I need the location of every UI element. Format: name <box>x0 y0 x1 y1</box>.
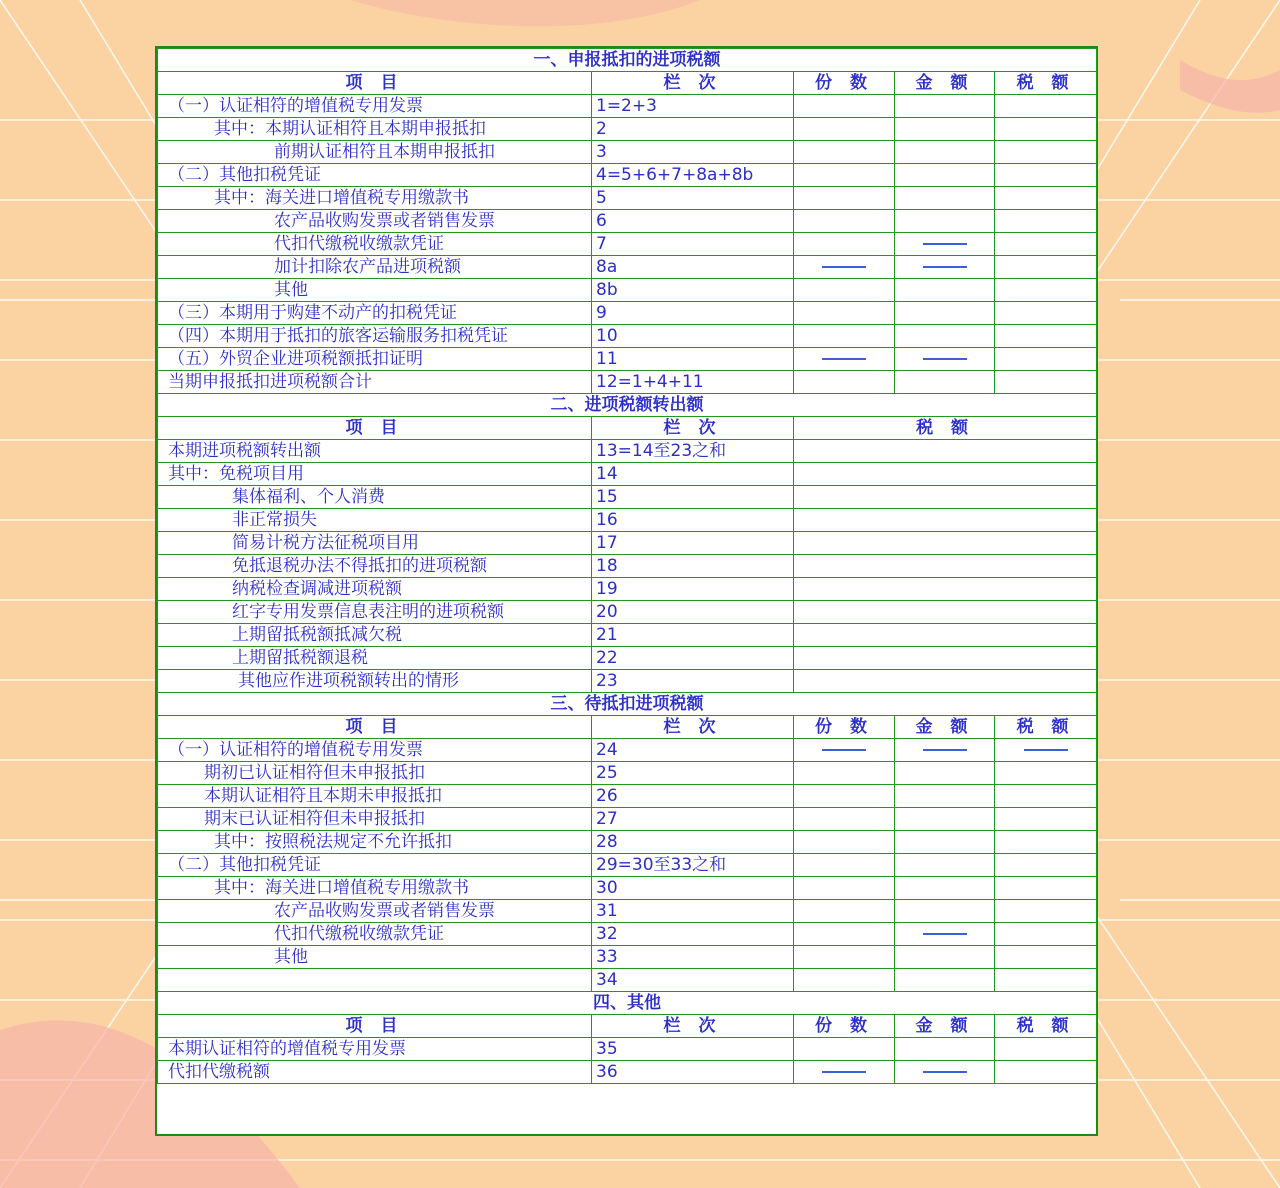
table-row <box>158 647 1097 670</box>
table-row <box>158 578 1097 601</box>
amount-cell[interactable] <box>895 118 995 141</box>
table-row <box>158 371 1097 394</box>
count-cell[interactable] <box>794 187 895 210</box>
header-count: 份 数 <box>794 72 895 95</box>
amount-cell-disabled <box>895 923 995 946</box>
count-cell[interactable] <box>794 808 895 831</box>
tax-cell[interactable] <box>995 95 1097 118</box>
code-cell: 22 <box>592 647 794 670</box>
count-cell[interactable] <box>794 302 895 325</box>
code-cell: 16 <box>592 509 794 532</box>
code-cell: 9 <box>592 302 794 325</box>
code-cell: 6 <box>592 210 794 233</box>
count-cell[interactable] <box>794 325 895 348</box>
amount-cell-disabled <box>895 739 995 762</box>
code-cell: 10 <box>592 325 794 348</box>
table-row <box>158 141 1097 164</box>
amount-cell[interactable] <box>895 900 995 923</box>
table-row <box>158 233 1097 256</box>
amount-cell-disabled <box>895 256 995 279</box>
tax-cell[interactable] <box>995 164 1097 187</box>
tax-cell[interactable] <box>995 256 1097 279</box>
amount-cell[interactable] <box>895 969 995 992</box>
amount-cell[interactable] <box>895 210 995 233</box>
tax-cell[interactable] <box>995 1061 1097 1084</box>
header-amount: 金 额 <box>895 1015 995 1038</box>
item-cell <box>158 969 592 992</box>
tax-cell[interactable] <box>995 969 1097 992</box>
table-row <box>158 969 1097 992</box>
item-cell: 免抵退税办法不得抵扣的进项税额 <box>158 555 592 578</box>
tax-cell-disabled <box>995 739 1097 762</box>
not-applicable-dash <box>822 358 866 360</box>
count-cell-disabled <box>794 1061 895 1084</box>
count-cell[interactable] <box>794 900 895 923</box>
section-title-row <box>158 693 1097 716</box>
code-cell: 30 <box>592 877 794 900</box>
item-cell: 其中：本期认证相符且本期申报抵扣 <box>158 118 592 141</box>
amount-cell[interactable] <box>895 95 995 118</box>
header-code: 栏 次 <box>592 417 794 440</box>
table-row <box>158 785 1097 808</box>
item-cell: （三）本期用于购建不动产的扣税凭证 <box>158 302 592 325</box>
amount-cell[interactable] <box>895 302 995 325</box>
code-cell: 36 <box>592 1061 794 1084</box>
count-cell-disabled <box>794 348 895 371</box>
table-row <box>158 831 1097 854</box>
code-cell: 1=2+3 <box>592 95 794 118</box>
tax-cell[interactable] <box>995 348 1097 371</box>
item-cell: 上期留抵税额抵减欠税 <box>158 624 592 647</box>
header-code: 栏 次 <box>592 1015 794 1038</box>
header-count: 份 数 <box>794 716 895 739</box>
code-cell: 13=14至23之和 <box>592 440 794 463</box>
code-cell: 35 <box>592 1038 794 1061</box>
header-item: 项 目 <box>158 417 592 440</box>
tax-cell[interactable] <box>995 831 1097 854</box>
item-cell: 非正常损失 <box>158 509 592 532</box>
tax-cell[interactable] <box>995 302 1097 325</box>
item-cell: 本期认证相符的增值税专用发票 <box>158 1038 592 1061</box>
section-4-title: 四、其他 <box>158 992 1097 1015</box>
header-item: 项 目 <box>158 72 592 95</box>
tax-cell[interactable] <box>794 509 1097 532</box>
item-cell: 简易计税方法征税项目用 <box>158 532 592 555</box>
code-cell: 14 <box>592 463 794 486</box>
count-cell[interactable] <box>794 923 895 946</box>
section-2-title: 二、进项税额转出额 <box>158 394 1097 417</box>
tax-cell[interactable] <box>995 118 1097 141</box>
tax-cell[interactable] <box>995 279 1097 302</box>
item-cell: 集体福利、个人消费 <box>158 486 592 509</box>
code-cell: 19 <box>592 578 794 601</box>
table-row <box>158 279 1097 302</box>
code-cell: 17 <box>592 532 794 555</box>
item-cell: 前期认证相符且本期申报抵扣 <box>158 141 592 164</box>
count-cell-disabled <box>794 739 895 762</box>
table-row <box>158 946 1097 969</box>
code-cell: 26 <box>592 785 794 808</box>
code-cell: 4=5+6+7+8a+8b <box>592 164 794 187</box>
amount-cell-disabled <box>895 233 995 256</box>
tax-cell[interactable] <box>995 141 1097 164</box>
code-cell: 15 <box>592 486 794 509</box>
header-item: 项 目 <box>158 1015 592 1038</box>
code-cell: 33 <box>592 946 794 969</box>
code-cell: 24 <box>592 739 794 762</box>
amount-cell[interactable] <box>895 854 995 877</box>
amount-cell[interactable] <box>895 187 995 210</box>
section-title-row <box>158 394 1097 417</box>
code-cell: 12=1+4+11 <box>592 371 794 394</box>
section-3-title: 三、待抵扣进项税额 <box>158 693 1097 716</box>
tax-cell[interactable] <box>794 624 1097 647</box>
header-code: 栏 次 <box>592 72 794 95</box>
code-cell: 8a <box>592 256 794 279</box>
tax-cell[interactable] <box>995 210 1097 233</box>
tax-cell[interactable] <box>995 946 1097 969</box>
item-cell: 代扣代缴税收缴款凭证 <box>158 923 592 946</box>
tax-cell[interactable] <box>794 532 1097 555</box>
count-cell[interactable] <box>794 118 895 141</box>
amount-cell[interactable] <box>895 371 995 394</box>
table-row <box>158 923 1097 946</box>
item-cell: 代扣代缴税额 <box>158 1061 592 1084</box>
code-cell: 21 <box>592 624 794 647</box>
tax-cell[interactable] <box>995 854 1097 877</box>
count-cell[interactable] <box>794 1038 895 1061</box>
item-cell: 本期进项税额转出额 <box>158 440 592 463</box>
amount-cell[interactable] <box>895 946 995 969</box>
table-row <box>158 555 1097 578</box>
item-cell: 加计扣除农产品进项税额 <box>158 256 592 279</box>
table-row <box>158 210 1097 233</box>
item-cell: （五）外贸企业进项税额抵扣证明 <box>158 348 592 371</box>
tax-cell[interactable] <box>995 900 1097 923</box>
tax-cell[interactable] <box>995 762 1097 785</box>
code-cell: 2 <box>592 118 794 141</box>
header-tax: 税 额 <box>995 716 1097 739</box>
table-row <box>158 118 1097 141</box>
header-tax: 税 额 <box>794 417 1097 440</box>
header-amount: 金 额 <box>895 72 995 95</box>
tax-cell[interactable] <box>995 877 1097 900</box>
table-row <box>158 739 1097 762</box>
amount-cell-disabled <box>895 348 995 371</box>
table-row <box>158 302 1097 325</box>
table-row <box>158 532 1097 555</box>
code-cell: 20 <box>592 601 794 624</box>
item-cell: 本期认证相符且本期未申报抵扣 <box>158 785 592 808</box>
table-row <box>158 509 1097 532</box>
table-row <box>158 900 1097 923</box>
count-cell[interactable] <box>794 141 895 164</box>
count-cell[interactable] <box>794 831 895 854</box>
amount-cell[interactable] <box>895 279 995 302</box>
table-row <box>158 1061 1097 1084</box>
table-row <box>158 601 1097 624</box>
table-row <box>158 325 1097 348</box>
tax-cell[interactable] <box>794 555 1097 578</box>
table-row <box>158 854 1097 877</box>
item-cell: 农产品收购发票或者销售发票 <box>158 900 592 923</box>
header-row <box>158 72 1097 95</box>
form-table <box>157 48 1097 1084</box>
tax-cell[interactable] <box>995 923 1097 946</box>
tax-cell[interactable] <box>995 325 1097 348</box>
not-applicable-dash <box>923 243 967 245</box>
count-cell[interactable] <box>794 785 895 808</box>
amount-cell[interactable] <box>895 164 995 187</box>
item-cell: （四）本期用于抵扣的旅客运输服务扣税凭证 <box>158 325 592 348</box>
code-cell: 31 <box>592 900 794 923</box>
amount-cell[interactable] <box>895 808 995 831</box>
count-cell[interactable] <box>794 210 895 233</box>
table-row <box>158 348 1097 371</box>
table-row <box>158 164 1097 187</box>
count-cell[interactable] <box>794 969 895 992</box>
count-cell[interactable] <box>794 233 895 256</box>
table-row <box>158 463 1097 486</box>
item-cell: 其中：按照税法规定不允许抵扣 <box>158 831 592 854</box>
table-row <box>158 808 1097 831</box>
tax-cell[interactable] <box>995 371 1097 394</box>
tax-cell[interactable] <box>995 808 1097 831</box>
item-cell: （一）认证相符的增值税专用发票 <box>158 95 592 118</box>
header-item: 项 目 <box>158 716 592 739</box>
item-cell: 上期留抵税额退税 <box>158 647 592 670</box>
count-cell[interactable] <box>794 371 895 394</box>
tax-cell[interactable] <box>794 601 1097 624</box>
header-row <box>158 1015 1097 1038</box>
count-cell-disabled <box>794 256 895 279</box>
not-applicable-dash <box>822 1071 866 1073</box>
header-row <box>158 716 1097 739</box>
item-cell: （一）认证相符的增值税专用发票 <box>158 739 592 762</box>
header-row <box>158 417 1097 440</box>
code-cell: 7 <box>592 233 794 256</box>
section-title-row <box>158 992 1097 1015</box>
section-1-title: 一、申报抵扣的进项税额 <box>158 49 1097 72</box>
item-cell: 其中：免税项目用 <box>158 463 592 486</box>
amount-cell[interactable] <box>895 877 995 900</box>
not-applicable-dash <box>923 266 967 268</box>
amount-cell[interactable] <box>895 1038 995 1061</box>
item-cell: 其中：海关进口增值税专用缴款书 <box>158 187 592 210</box>
tax-deduction-form <box>155 46 1098 1136</box>
item-cell: 期末已认证相符但未申报抵扣 <box>158 808 592 831</box>
tax-cell[interactable] <box>794 440 1097 463</box>
not-applicable-dash <box>923 358 967 360</box>
not-applicable-dash <box>822 749 866 751</box>
amount-cell[interactable] <box>895 831 995 854</box>
header-amount: 金 额 <box>895 716 995 739</box>
item-cell: 当期申报抵扣进项税额合计 <box>158 371 592 394</box>
code-cell: 23 <box>592 670 794 693</box>
count-cell[interactable] <box>794 762 895 785</box>
item-cell: 代扣代缴税收缴款凭证 <box>158 233 592 256</box>
code-cell: 27 <box>592 808 794 831</box>
code-cell: 32 <box>592 923 794 946</box>
count-cell[interactable] <box>794 946 895 969</box>
amount-cell[interactable] <box>895 785 995 808</box>
item-cell: 红字专用发票信息表注明的进项税额 <box>158 601 592 624</box>
table-row <box>158 256 1097 279</box>
code-cell: 11 <box>592 348 794 371</box>
amount-cell[interactable] <box>895 762 995 785</box>
item-cell: （二）其他扣税凭证 <box>158 164 592 187</box>
tax-cell[interactable] <box>995 187 1097 210</box>
amount-cell[interactable] <box>895 325 995 348</box>
header-tax: 税 额 <box>995 72 1097 95</box>
code-cell: 25 <box>592 762 794 785</box>
tax-cell[interactable] <box>794 578 1097 601</box>
tax-cell[interactable] <box>995 785 1097 808</box>
item-cell: 农产品收购发票或者销售发票 <box>158 210 592 233</box>
count-cell[interactable] <box>794 95 895 118</box>
item-cell: 其他 <box>158 279 592 302</box>
table-row <box>158 1038 1097 1061</box>
not-applicable-dash <box>923 749 967 751</box>
table-row <box>158 624 1097 647</box>
code-cell: 18 <box>592 555 794 578</box>
code-cell: 3 <box>592 141 794 164</box>
table-row <box>158 486 1097 509</box>
count-cell[interactable] <box>794 279 895 302</box>
count-cell[interactable] <box>794 854 895 877</box>
item-cell: 其他 <box>158 946 592 969</box>
table-row <box>158 95 1097 118</box>
not-applicable-dash <box>923 1071 967 1073</box>
tax-cell[interactable] <box>995 233 1097 256</box>
tax-cell[interactable] <box>794 486 1097 509</box>
tax-cell[interactable] <box>794 670 1097 693</box>
code-cell: 29=30至33之和 <box>592 854 794 877</box>
count-cell[interactable] <box>794 164 895 187</box>
code-cell: 28 <box>592 831 794 854</box>
not-applicable-dash <box>1024 749 1068 751</box>
header-count: 份 数 <box>794 1015 895 1038</box>
item-cell: 其他应作进项税额转出的情形 <box>158 670 592 693</box>
table-row <box>158 187 1097 210</box>
table-row <box>158 877 1097 900</box>
code-cell: 8b <box>592 279 794 302</box>
code-cell: 34 <box>592 969 794 992</box>
not-applicable-dash <box>822 266 866 268</box>
not-applicable-dash <box>923 933 967 935</box>
tax-cell[interactable] <box>995 1038 1097 1061</box>
header-code: 栏 次 <box>592 716 794 739</box>
tax-cell[interactable] <box>794 647 1097 670</box>
header-tax: 税 额 <box>995 1015 1097 1038</box>
table-row <box>158 670 1097 693</box>
item-cell: 其中：海关进口增值税专用缴款书 <box>158 877 592 900</box>
item-cell: （二）其他扣税凭证 <box>158 854 592 877</box>
item-cell: 纳税检查调减进项税额 <box>158 578 592 601</box>
count-cell[interactable] <box>794 877 895 900</box>
item-cell: 期初已认证相符但未申报抵扣 <box>158 762 592 785</box>
tax-cell[interactable] <box>794 463 1097 486</box>
section-title-row <box>158 49 1097 72</box>
amount-cell-disabled <box>895 1061 995 1084</box>
code-cell: 5 <box>592 187 794 210</box>
amount-cell[interactable] <box>895 141 995 164</box>
table-row <box>158 762 1097 785</box>
table-row <box>158 440 1097 463</box>
